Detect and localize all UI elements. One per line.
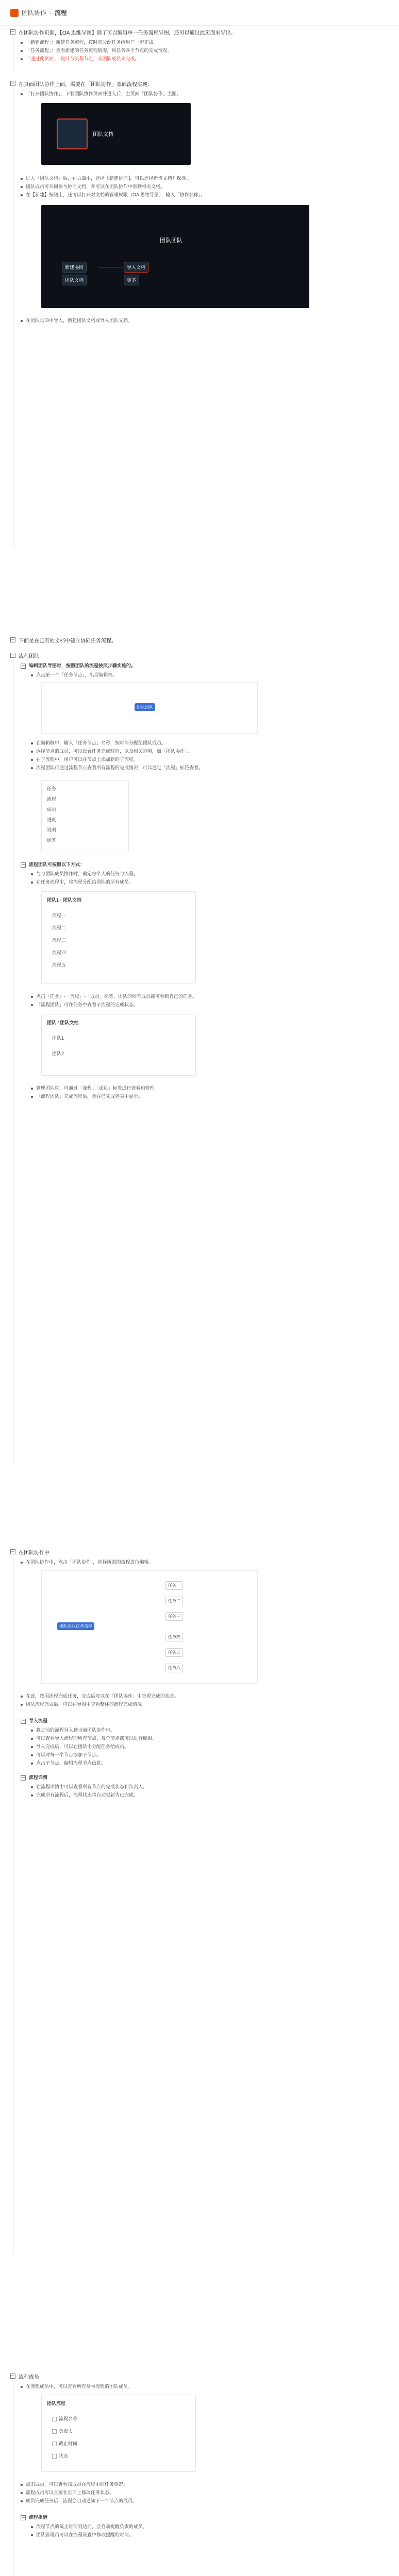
section-title: 流程成员	[19, 2374, 39, 2380]
outline-row: 「任务流程」：查看新建的任务流程情况，和任务各个节点的完成情况。	[21, 47, 172, 54]
outline-row: 「通过此页面」：设计与流程节点，从团队成员来完成。	[21, 56, 140, 62]
outline-row: 点击「任务」-「流程」-「成员」标签，团队的所有成员即可看到自己的任务。	[31, 993, 197, 999]
section-4	[10, 651, 389, 1099]
team-item[interactable]: 团队1	[52, 1036, 64, 1041]
flow-item[interactable]: 流程一	[52, 913, 66, 918]
page-title[interactable]: 流程	[54, 9, 67, 16]
screenshot-new-collab	[41, 205, 309, 308]
sub-heading: − 流程详情	[21, 1775, 48, 1781]
outline-row: 与与团队成员协作时，确定每个人的任务与流程。	[31, 871, 138, 877]
mindmap-node[interactable]: 任务三	[165, 1612, 183, 1621]
outline-row: 在编辑框中，输入「任务节点」名称，按时间分配给团队成员。	[31, 740, 166, 746]
menu-new-collab[interactable]: 新建协同	[62, 262, 87, 273]
checkbox[interactable]	[52, 2454, 57, 2459]
section-title: 在团队协作页面，【OA 思维导图】除了可以编辑单一任务流程导图，还可以通过此页面来导出。	[19, 30, 236, 36]
outline-row: 在流程详情中可以查看所有节点的完成状态和负责人。	[31, 1784, 147, 1790]
outline-row: 选择节点的成员，可以设置任务完成时间，以及相关说明，如「团队协作」。	[31, 748, 192, 754]
sub-heading: − 流程提醒	[21, 2515, 48, 2520]
mindmap-node[interactable]: 任务五	[165, 1648, 183, 1657]
outline-row: 「流程团队」可在任务中查看子流程的完成状态。	[31, 1002, 138, 1008]
section-3	[10, 636, 389, 644]
outline-row: 在此，按照流程完成任务，完成后可以在「团队协作」中查看完成的状态。	[21, 1693, 179, 1699]
outline-row: 点击成员，可以查看该成员在流程中的任务情况。	[21, 2481, 128, 2487]
flow-card	[41, 891, 196, 984]
list-item[interactable]: 任务	[47, 786, 57, 791]
sub-heading: − 导入流程	[21, 1718, 48, 1724]
outline-row: 点击第一个「任务节点」，出现编辑框。	[31, 672, 118, 678]
menu-more[interactable]: 更多	[124, 275, 139, 285]
breadcrumb-separator: ›	[49, 9, 52, 16]
menu-import-doc[interactable]: 导入文档	[124, 262, 148, 273]
outline-row: 团队流程完成后，可以在导图中查看整体的流程完成情况。	[21, 1701, 146, 1707]
mindmap-node[interactable]: 任务一	[165, 1581, 183, 1590]
team-item[interactable]: 团队2	[52, 1051, 64, 1056]
section-title: 在页面团队协作上面，需要在「团队协作」基础流程实现：	[19, 81, 153, 88]
outline-row: 流程团队可通过流程节点查看所有流程的完成情况，可以通过「流程」标签查看。	[31, 765, 203, 771]
feature-list-card	[41, 780, 129, 852]
outline-row: 团队成员可共同参与协同文档，并可以在团队协作中看到相关文档。	[21, 183, 165, 190]
list-item[interactable]: 进度	[47, 817, 57, 822]
section-5	[10, 1548, 389, 1798]
outline-row: 「新建流程」：新建任务流程，按时间分配任务给用户一起完成。	[21, 39, 158, 45]
collapse-icon[interactable]: −	[11, 2374, 15, 2379]
outline-row: 在团队协作中，点击「团队协作」，选择所需的流程进行编辑。	[21, 1559, 154, 1565]
card-title: 团队1 · 团队文档	[47, 897, 82, 903]
field-label: 负责人	[59, 2429, 73, 2434]
mindmap-node[interactable]: 任务二	[165, 1597, 183, 1605]
list-item[interactable]: 标签	[47, 838, 57, 843]
team-card	[41, 1014, 196, 1076]
collapse-icon[interactable]: −	[11, 1549, 15, 1554]
outline-row: 进入「团队文档」后，在页面中，选择【新建协同】，可以选择新增文档并保存。	[21, 175, 191, 181]
section-title: 流程团队	[19, 653, 39, 659]
outline-row: 导入完成后，可以在团队中分配任务给成员。	[31, 1743, 129, 1750]
outline-row: 可以对每一个节点添加子节点。	[31, 1752, 101, 1758]
flow-item[interactable]: 流程五	[52, 962, 66, 968]
checkbox[interactable]	[52, 2442, 57, 2446]
menu-team-docs[interactable]: 团队文档	[62, 275, 87, 285]
outline-row: 团队管理员可以在流程设置中修改提醒的时间。	[31, 2532, 134, 2538]
section-2	[10, 79, 389, 323]
outline-row: 成员完成任务后，流程会自动通知下一个节点的成员。	[21, 2498, 137, 2504]
outline-row: 可以查看导入流程的所有节点，每个节点都可以进行编辑。	[31, 1735, 157, 1741]
section-6	[10, 2372, 389, 2537]
section-title: 下面是在已有的文档中建立协同任务流程。	[19, 638, 117, 644]
outline-row: 「打开团队协作」，下载团队协作页面并进入后，主页面「团队协作」主图。	[21, 91, 181, 97]
collapse-icon[interactable]: −	[11, 637, 15, 642]
screenshot-team-docs	[41, 103, 191, 165]
flow-detail-card	[41, 2395, 196, 2472]
collapse-icon[interactable]: −	[11, 653, 15, 658]
checkbox[interactable]	[52, 2429, 57, 2434]
collapse-icon[interactable]: −	[11, 29, 15, 35]
app-logo-icon	[10, 9, 19, 17]
app-title[interactable]: 团队协作	[22, 9, 47, 16]
field-label: 截止时间	[59, 2441, 78, 2446]
outline-row: 「流程团队」完成流程后，会在已完成列表中显示。	[31, 1093, 143, 1099]
outline-row: 将之前的流程导入到当前团队协作中。	[31, 1727, 115, 1733]
outline-row: 管理团队时，可通过「流程」「成员」标签进行查看和管理。	[31, 1085, 159, 1091]
checkbox[interactable]	[52, 2417, 57, 2421]
list-item[interactable]: 流程	[47, 796, 57, 802]
card-title: 团队 / 团队文档	[47, 1020, 79, 1025]
section-title: 在团队协作中	[19, 1550, 49, 1556]
outline-row: 流程成员可以直接在页面上修改任务状态。	[21, 2489, 114, 2496]
outline-row: 在子流程中，用户可以在节点上添加新的子流程。	[31, 756, 138, 762]
card-title: 团队流程	[47, 2401, 66, 2406]
mindmap-node[interactable]: 任务四	[165, 1633, 183, 1641]
sub-heading: − 流程团队可按照以下方式：	[21, 862, 85, 868]
outline-row: 流程节点的截止时间到达前，会自动提醒负责的成员。	[31, 2523, 147, 2530]
mindmap-center-node[interactable]: 团队团队	[135, 703, 155, 711]
field-label: 状态	[59, 2453, 69, 2459]
mindmap-preview	[41, 682, 258, 734]
outline-row: 在任务流程中，将流程分配给团队的所有成员。	[31, 879, 134, 885]
section-1	[10, 28, 389, 61]
list-item[interactable]: 说明	[47, 827, 57, 833]
sub-heading: − 编辑团队导图时，按照团队的流程按照步骤实施的。	[21, 663, 136, 669]
collapse-icon[interactable]: −	[11, 81, 15, 86]
mindmap-node[interactable]: 任务六	[165, 1664, 183, 1672]
outline-row: 在【新建】按钮上，还可以打开对文档的管理权限（OA 思维导图），输入「协作名称」。	[21, 192, 205, 198]
outline-row: 在流程成员中，可以查看所有参与流程的团队成员。	[21, 2383, 132, 2389]
center-node[interactable]: 团队团队	[160, 238, 182, 244]
flow-item[interactable]: 流程三	[52, 938, 66, 943]
field-label: 流程名称	[59, 2416, 78, 2421]
outline-row: 点击子节点，编辑流程节点信息。	[31, 1760, 106, 1766]
flow-item[interactable]: 流程二	[52, 925, 66, 930]
top-toolbar	[0, 0, 399, 26]
mindmap-center-node[interactable]: 团队团队任务流程	[57, 1622, 94, 1630]
mindmap-flow	[41, 1570, 258, 1684]
team-docs-label[interactable]: 团队文档	[93, 132, 113, 138]
outline-row: 在团队页面中导入，新建团队文档或导入团队文档。	[21, 317, 132, 324]
outline-row: 完成所有流程后，流程状态将自动更新为已完成。	[31, 1792, 138, 1798]
flow-item[interactable]: 流程四	[52, 950, 66, 955]
list-item[interactable]: 成员	[47, 807, 57, 812]
